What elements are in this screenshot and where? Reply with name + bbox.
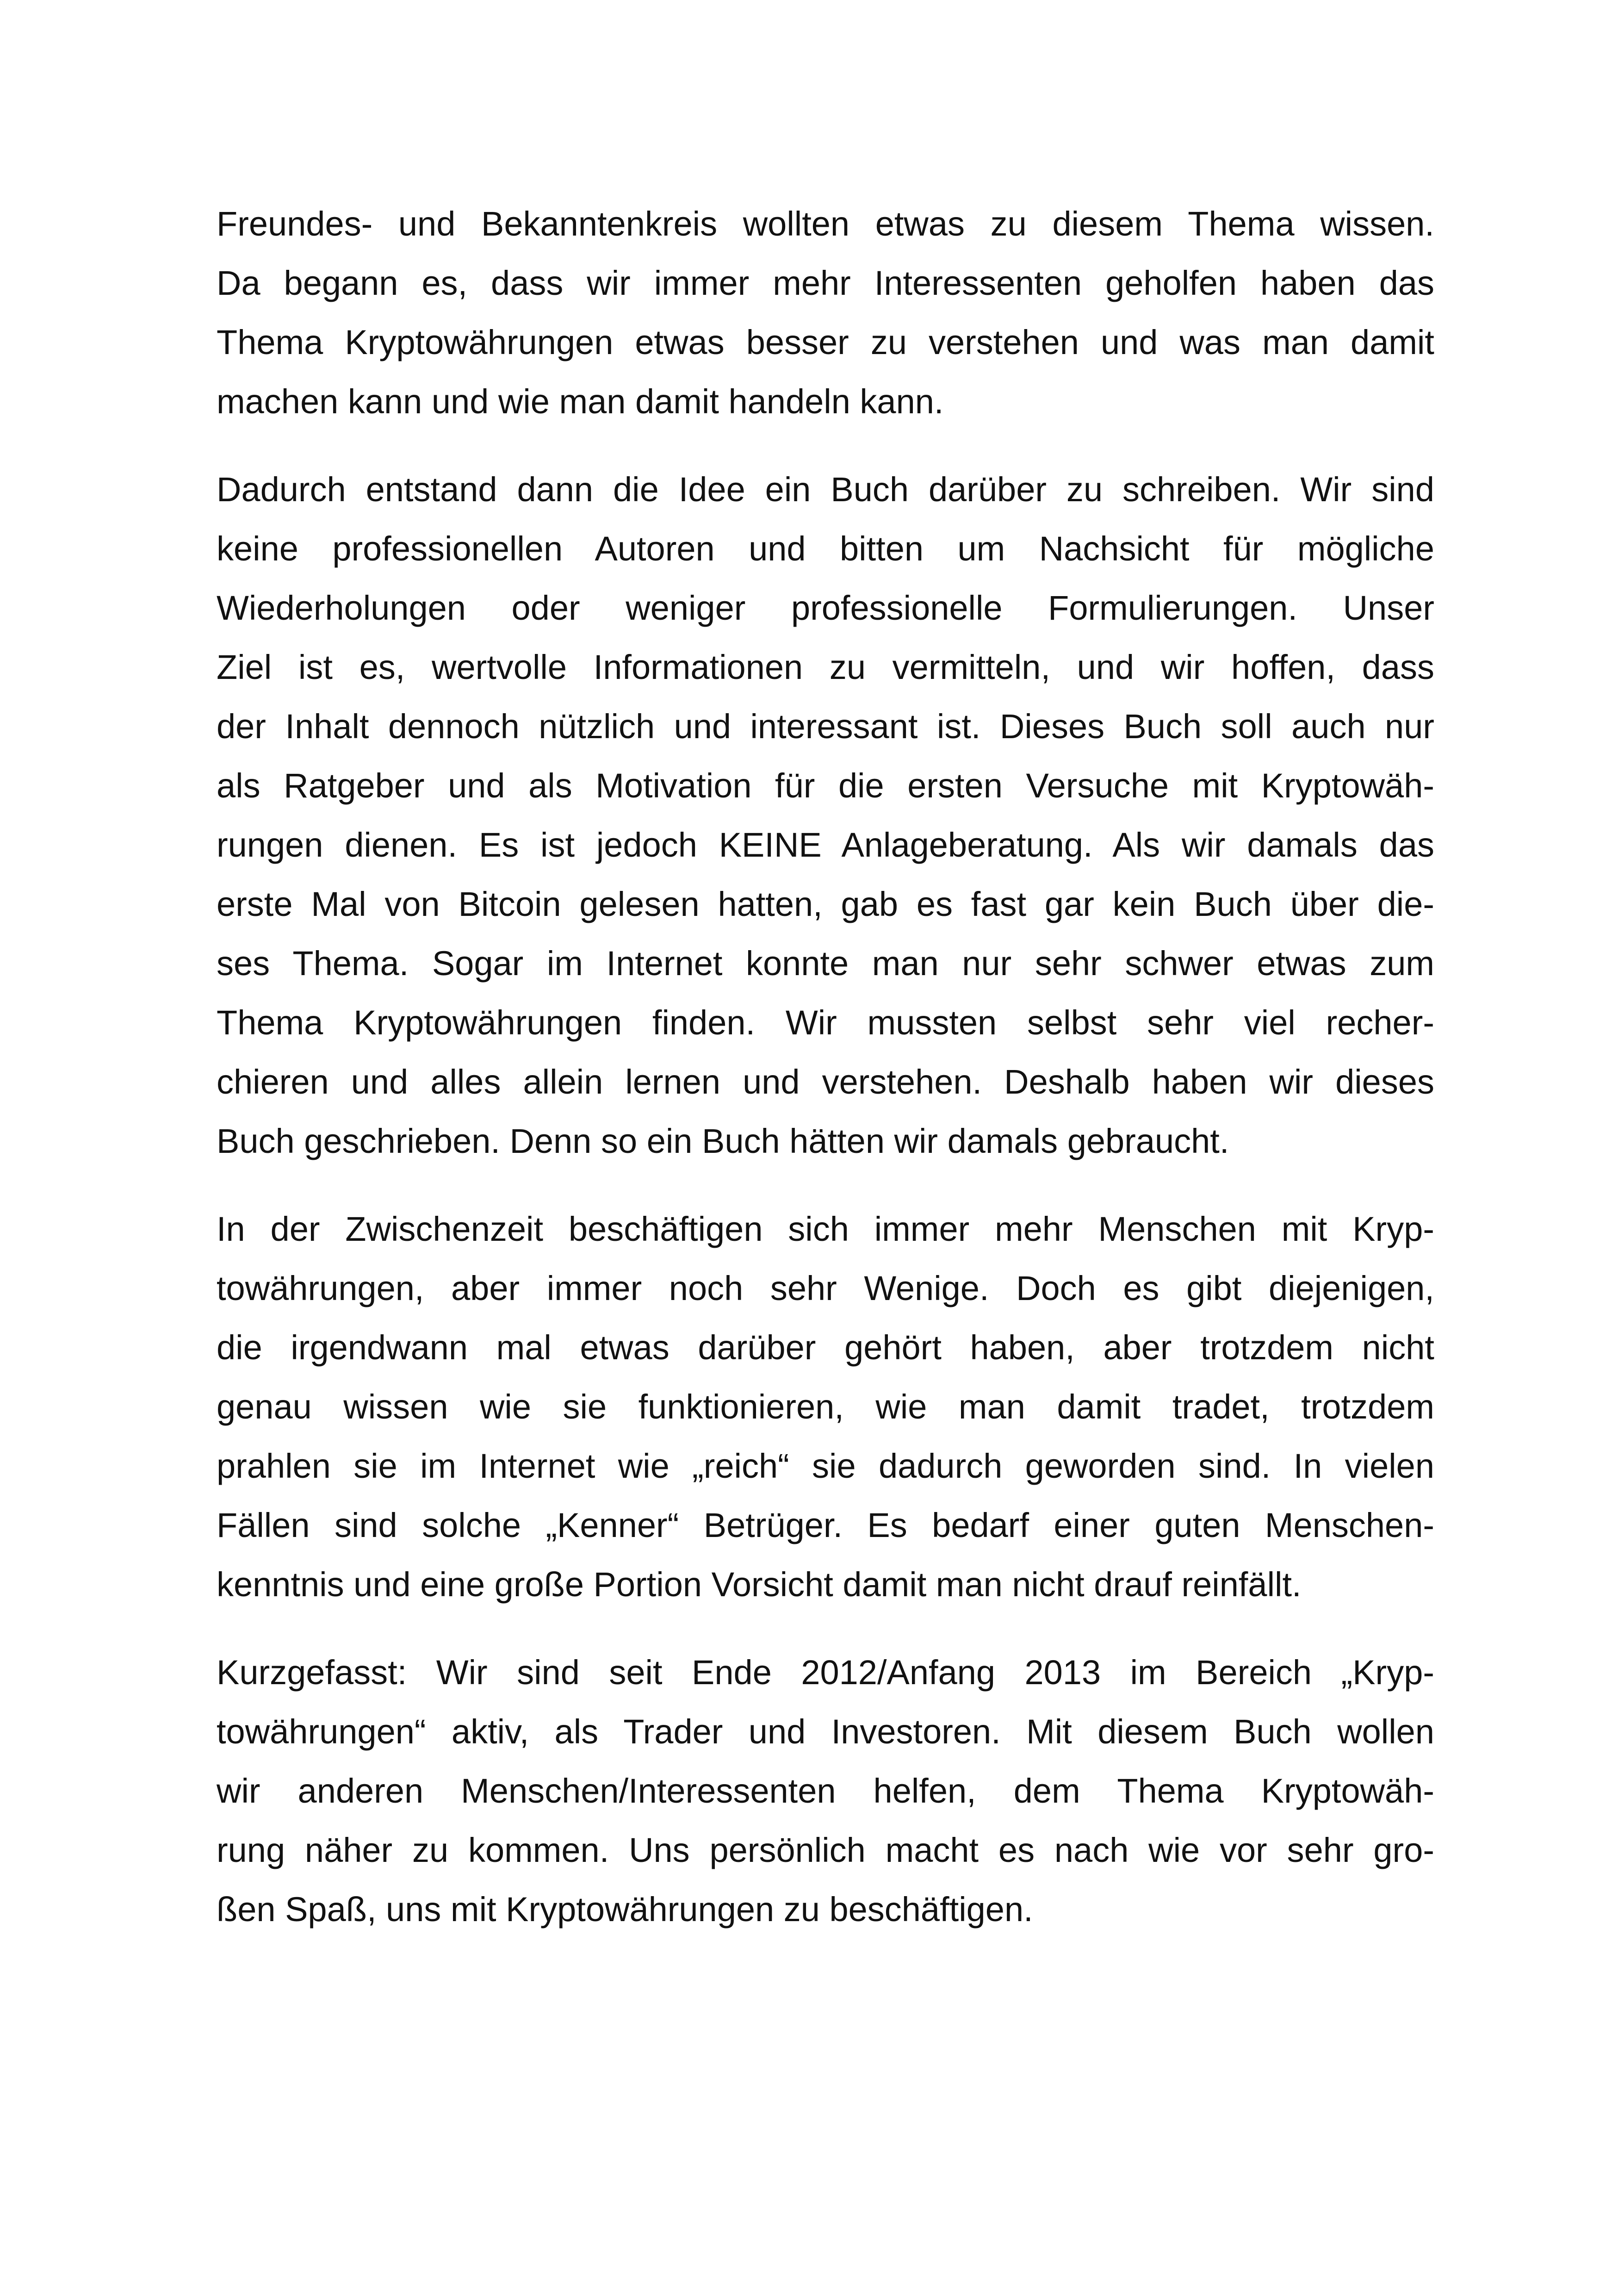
text-line: kenntnis und eine große Portion Vorsicht damit man nicht drauf reinfällt. xyxy=(217,1565,1302,1604)
paragraph-4 xyxy=(217,1643,1434,1939)
text-line: Buch geschrieben. Denn so ein Buch hätten wir damals gebraucht. xyxy=(217,1122,1229,1160)
paragraph-spacing xyxy=(217,1171,1434,1200)
text-line: Thema Kryptowährungen etwas besser zu verstehen und was man damit xyxy=(217,323,1434,361)
text-line: Kurzgefasst: Wir sind seit Ende 2012/Anfang 2013 im Bereich „Kryp- xyxy=(217,1653,1434,1692)
text-line: prahlen sie im Internet wie „reich“ sie dadurch geworden sind. In vielen xyxy=(217,1447,1434,1485)
body-text xyxy=(217,194,1434,1939)
text-line: Thema Kryptowährungen finden. Wir mussten selbst sehr viel recher- xyxy=(217,1003,1434,1042)
text-line: erste Mal von Bitcoin gelesen hatten, gab es fast gar kein Buch über die- xyxy=(217,885,1434,923)
text-line: als Ratgeber und als Motivation für die ersten Versuche mit Kryptowäh- xyxy=(217,766,1434,805)
text-line: Fällen sind solche „Kenner“ Betrüger. Es bedarf einer guten Menschen- xyxy=(217,1506,1434,1544)
paragraph-2 xyxy=(217,460,1434,1171)
text-line: genau wissen wie sie funktionieren, wie man damit tradet, trotzdem xyxy=(217,1388,1434,1426)
text-line: In der Zwischenzeit beschäftigen sich immer mehr Menschen mit Kryp- xyxy=(217,1210,1434,1248)
text-line: towährungen, aber immer noch sehr Wenige. Doch es gibt diejenigen, xyxy=(217,1269,1434,1307)
text-line: rungen dienen. Es ist jedoch KEINE Anlageberatung. Als wir damals das xyxy=(217,826,1434,864)
text-line: Freundes- und Bekanntenkreis wollten etwas zu diesem Thema wissen. xyxy=(217,205,1434,243)
text-line: die irgendwann mal etwas darüber gehört haben, aber trotzdem nicht xyxy=(217,1328,1434,1367)
text-line: chieren und alles allein lernen und verstehen. Deshalb haben wir dieses xyxy=(217,1063,1434,1101)
paragraph-spacing xyxy=(217,1614,1434,1643)
paragraph-1 xyxy=(217,194,1434,431)
paragraph-3 xyxy=(217,1200,1434,1614)
text-line: Wiederholungen oder weniger professionelle Formulierungen. Unser xyxy=(217,589,1434,627)
text-line: machen kann und wie man damit handeln kann. xyxy=(217,382,944,421)
text-line: Da begann es, dass wir immer mehr Interessenten geholfen haben das xyxy=(217,264,1434,302)
text-line: der Inhalt dennoch nützlich und interessant ist. Dieses Buch soll auch nur xyxy=(217,707,1434,746)
text-line: wir anderen Menschen/Interessenten helfen, dem Thema Kryptowäh- xyxy=(217,1772,1434,1810)
text-line: ses Thema. Sogar im Internet konnte man nur sehr schwer etwas zum xyxy=(217,944,1434,983)
text-line: Ziel ist es, wertvolle Informationen zu vermitteln, und wir hoffen, dass xyxy=(217,648,1434,686)
text-line: rung näher zu kommen. Uns persönlich macht es nach wie vor sehr gro- xyxy=(217,1831,1434,1869)
paragraph-spacing xyxy=(217,431,1434,460)
text-line: keine professionellen Autoren und bitten um Nachsicht für mögliche xyxy=(217,529,1434,568)
text-line: towährungen“ aktiv, als Trader und Investoren. Mit diesem Buch wollen xyxy=(217,1712,1434,1751)
text-line: Dadurch entstand dann die Idee ein Buch darüber zu schreiben. Wir sind xyxy=(217,470,1434,509)
text-line: ßen Spaß, uns mit Kryptowährungen zu beschäftigen. xyxy=(217,1890,1033,1929)
